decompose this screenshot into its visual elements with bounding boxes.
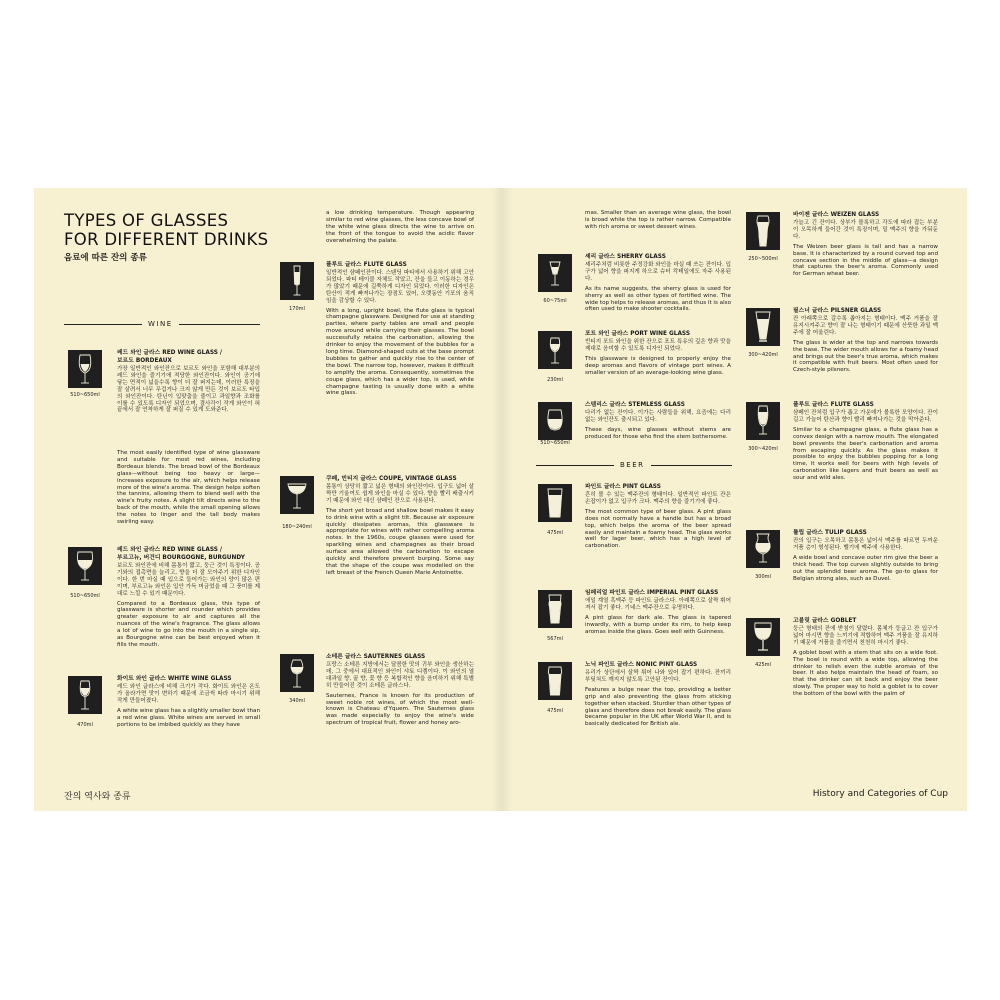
column-1-bordeaux-en: The most easily identified type of wine glassware and suitable for most red wines, including Bordeaux blends. The broad bowl of the Bordeaux glass—without being too heavy or large—increases exposure to the air, which helps release more of the wine's aroma. The design helps soften the tannins, allowing them to blend well with the wine's fruity notes. A slight tilt directs wine to the back of the mouth, while the small opening allows the notes to linger and the tall body makes swirling easy. <box>117 450 260 526</box>
volume-label: 340ml <box>289 698 305 704</box>
wine-glass-icon <box>68 350 102 388</box>
column-4-flute: 플루트 글라스 FLUTE GLASS 샴페인 잔처럼 입구가 좁고 가운데가 볼록한 모양이다. 잔이 길고 가늘어 탄산과 향이 빨리 빠져나가는 것을 막아준다. Similar to a champagne glass, a flute glass has a convex design with a narrow mouth. The elongated bowl prevents the beer's carbonation and aroma from escaping quickly. As the glass makes it possible to enjoy the bubbles popping for a long time, it works well for beers with high levels of carbonation like lagers and fruit beers as well as sour and wild ales. <box>793 402 938 482</box>
volume-label: 250~500ml <box>748 256 778 262</box>
column-3-imperial: 임페리얼 파인트 글라스 IMPERIAL PINT GLASS 에일 계열 흑맥주 등 파인트 글라스다. 아래쪽으로 살짝 휘어져서 잡기 좋다. 기네스 맥주잔으로 유명하다. A pint glass for dark ale. The glass is tapered inwardly, with a bump under its rim, to help keep aromas inside the glass. Goes well with Guinness. <box>585 590 731 635</box>
column-3-port: 포트 와인 글라스 PORT WINE GLASS 빈티지 포트 와인을 위한 잔으로 포트 특유의 깊은 향과 맛을 제대로 음미할 수 있도록 디자인 되었다. This glassware is designed to properly enjoy the deep aromas and flavors of vintage port wines. A smaller version of an average-looking wine glass. <box>585 331 731 376</box>
column-2-cont: a low drinking temperature. Though appearing similar to red wine glasses, the less concave bowl of the white wine glass directs the wine to arrive on the front of the tongue to avoid the acidic flavor overwhelming the palate. <box>326 210 474 244</box>
page-subtitle: 음료에 따른 잔의 종류 <box>64 253 147 263</box>
column-2-coupe: 쿠페, 빈티지 글라스 COUPE, VINTAGE GLASS 몸통이 상당히 짧고 넓은 형태의 와인잔이다. 입구도 넓어 살짝만 기울여도 쉽게 와인을 마실 수 있다. 향을 빨리 배출시키기 때문에 와인 대신 샴페인 잔으로 사용된다. The short yet broad and shallow bowl makes it easy to drink wine with a slight tilt. Because air exposure quickly dissipates aromas, this glassware is appropriate for wines with rather compelling aroma notes. In the 1960s, coupe glasses were used for sparkling wines and champagnes as their broad surface area allowed the carbonation to escape quickly and therefore prevent burping. Some say that the shape of the coupe was modelled on the left breast of the French Queen Marie Antoinette. <box>326 476 474 576</box>
pilsner-glass-icon <box>746 308 780 346</box>
coupe-glass-icon <box>280 476 314 514</box>
volume-label: 300ml <box>755 574 771 580</box>
column-2-flute: 플루트 글라스 FLUTE GLASS 일반적인 샴페인잔이다. 스탠딩 파티에서 사용하기 위해 고안되었다. 파티 테이블 자체도 작았고, 잔을 들고 이동하는 경우가 많았기 때문에 길쭉하게 디자인 되었다. 이러한 디자인은 탄산이 적게 빠져나가는 장점도 있어, 오랫동안 기포의 움직임을 감상할 수 있다. With a long, upright bowl, the flute glass is typical champagne glassware. Designed for use at standing parties, where party tables are small and people move around while carrying their glasses. The bowl successfully retains the carbonation, allowing the drinker to enjoy the movement of the bubbles for a long time. Diamond-shaped cuts at the base prompt bubbles to gather and quickly rise to the center of the bowl. The narrow top, however, makes it difficult to amplify the aroma. Consequently, sometimes the coupe glass, which has a wider top, is used, while champagne tasting is usually done with a white wine glass. <box>326 262 474 397</box>
column-4-goblet: 고블릿 글라스 GOBLET 둥근 형태의 잔에 받침이 달렸다. 몸체가 둥글고 잔 입구가 넓어 마시면 향을 느끼기에 적합하여 맥주 거품을 잘 유지하기 때문에 거품을 즐기면서 천천히 마시기 좋다. A goblet bowl with a stem that sits on a wide foot. The bowl is round with a wide top, allowing the drinker to relish even the subtle aromas of the beer. It also helps maintain the head of foam, so that the drinker can sit back and enjoy the beer slowly. The proper way to hold a goblet is to cover the bottom of the bowl with the palm of <box>793 618 938 698</box>
column-1-white: 화이트 와인 글라스 WHITE WINE GLASS 레드 와인 글라스에 비해 크기가 작다. 화이트 와인은 온도가 올라가면 맛이 변하기 때문에 조금씩 따라 마시기 위해 작게 만들어졌다. A white wine glass has a slightly smaller bowl than a red wine glass. White wines are served in small portions to be imbibed quickly as they have <box>117 676 260 728</box>
stemless-glass-icon <box>538 402 572 440</box>
volume-label: 567ml <box>547 636 563 642</box>
column-3-stemless: 스템리스 글라스 STEMLESS GLASS 다리가 없는 잔이다. 이가는 사람들을 위해, 요즘에는 다리 없는 와인잔도 출시되고 있다. These days, wine glasses without stems are produced for those who find the stem bothersome. <box>585 402 731 440</box>
volume-label: 510~650ml <box>540 440 570 446</box>
column-1-burgundy: 레드 와인 글라스 RED WINE GLASS / 부르고뉴, 버건디 BOURGOGNE, BURGUNDY 보르도 와인잔에 비해 몸통이 짧고, 둥근 것이 특징이다. 공기와의 접촉면을 늘리고, 향을 더 잘 모아주기 위한 디자인이다. 한 번 마실 때 입으로 들어가는 와인의 양이 많은 편이며, 부르고뉴 와인은 입안 가득 머금었을 때 그 풍미를 제대로 느낄 수 있기 때문이다. Compared to a Bordeaux glass, this type of glassware is shorter and rounder which provides greater exposure to air and captures all the nuances of the wine's fragrance. The glass allows a lot of wine to go into the mouth in a single sip, as Bourgogne wine can be best enjoyed when it fills the mouth. <box>117 547 260 648</box>
nonic-pint-glass-icon <box>538 662 572 700</box>
sherry-glass-icon <box>538 254 572 292</box>
tulip-glass-icon <box>746 530 780 568</box>
beer-flute-glass-icon <box>746 402 780 440</box>
volume-label: 170ml <box>289 306 305 312</box>
volume-label: 510~650ml <box>70 593 100 599</box>
book-gutter <box>491 188 513 811</box>
flute-glass-icon <box>280 262 314 300</box>
column-3-cont: mas. Smaller than an average wine glass, the bowl is broad while the top is rather narrow. Compatible with rich aroma or sweet dessert wines. <box>585 210 731 230</box>
volume-label: 510~650ml <box>70 392 100 398</box>
column-4-tulip: 튤립 글라스 TULIP GLASS 잔의 입구는 오목하고 몸통은 넓어서 맥주를 따르면 두꺼운 거품 층이 형성된다. 벨기에 맥주에 사용한다. A wide bowl and concave outer rim give the beer a thick head. The top curves slightly outside to bring out the splendid beer aroma. The go-to glass for Belgian strong ales, such as Duvel. <box>793 530 938 582</box>
volume-label: 425ml <box>755 662 771 668</box>
column-2-sauternes: 소테른 글라스 SAUTERNES GLASS 프랑스 소테른 지방에서는 달콤한 맛의 귀부 와인을 생산하는데, 그 중에서 대표적인 와인이 샤토 디켐이다. 이 와인의 열대과일 향, 꿀 향, 꽃 향 등 복합적인 향을 음미하기 위해 특별히 만들어진 것이 소테른 글라스다. Sauternes, France is known for its production of sweet noble rot wines, of which the most well-known is Chateau d'Yquem. The Sauternes glass was made especially to enjoy the wine's wide spectrum of tropical fruit, flower and honey aro- <box>326 654 474 727</box>
weizen-glass-icon <box>746 212 780 250</box>
title-line-1: TYPES OF GLASSES <box>64 211 229 230</box>
column-3-sherry: 셰리 글라스 SHERRY GLASS 셰리주처럼 비롯한 주정강화 와인을 마실 때 쓰는 잔이다. 입구가 넓어 향을 퍼지게 하으로 슈터 칵테일에도 자주 사용된다. As its name suggests, the sherry glass is used for sherry as well as other types of fortified wine. The wide top helps to release aromas, and thus it is also often used to make shooter cocktails. <box>585 254 731 313</box>
column-1-bordeaux: 레드 와인 글라스 RED WINE GLASS / 보르도 BORDEAUX 가장 일반적인 와인잔으로 보르도 와인을 포함해 대부분의 레드 와인을 즐기기에 적당한 와인잔이다. 와인이 공기에 닿는 면적이 넓을수록 향이 더 잘 퍼지는데, 이러한 특징을 잘 살려서 너무 무겁거나 크지 않게 만든 것이 보르도 타입의 와인잔이다. 탄닌이 입맞춤을 줄이고 과일향과 조화를 이룰 수 있도록 디자인 되었으며, 결사각이 작게 와인이 혀끝에서 잘 연착하게 잘 퍼질 수 있게 도와준다. <box>117 350 260 414</box>
section-beer <box>536 461 732 469</box>
volume-label: 470ml <box>77 722 93 728</box>
footer-left: 잔의 역사와 종류 <box>64 792 131 802</box>
column-4-weizen: 바이젠 글라스 WEIZEN GLASS 가늘고 긴 잔이다. 상부가 볼록하고 각도에 따라 잡는 부분이 오목하게 들어간 것이 특징이며, 밀 맥주의 향을 가둬둔다. The Weizen beer glass is tall and has a narrow base. It is characterized by a round curved top and concave section in the middle of glass—a design that captures the beer's aroma. Commonly used for German wheat beer. <box>793 212 938 278</box>
section-beer-label: BEER <box>620 461 645 469</box>
goblet-glass-icon <box>746 618 780 656</box>
imperial-pint-glass-icon <box>538 590 572 628</box>
title-line-2: FOR DIFFERENT DRINKS <box>64 230 269 249</box>
sauternes-glass-icon <box>280 654 314 692</box>
wine-glass-icon <box>68 547 102 585</box>
page-title <box>64 211 268 249</box>
column-4-pilsner: 필스너 글라스 PILSNER GLASS 잔 아래쪽으로 갈수록 좁아지는 형태이다. 맥주 거품을 잘 유지시켜주고 향이 잘 나는 형태이기 때문에 산뜻한 과일 맥주에 잘 어울린다. The glass is wider at the top and narrows towards the base. The wider mouth allows for a foamy head and brings out the beer's true aroma, which makes it compatible with fruit beers. Most often used for Czech-style pilsners. <box>793 308 938 374</box>
section-wine <box>64 320 260 328</box>
wine-glass-icon <box>68 676 102 714</box>
volume-label: 475ml <box>547 708 563 714</box>
column-3-pint: 파인트 글라스 PINT GLASS 흔히 볼 수 있는 맥주잔의 형태이다. 일반적인 파인트 잔은 손잡이가 없고 입구가 크다. 맥주의 향을 즐기기에 좋다. The most common type of beer glass. A pint glass does not normally have a handle but has a broad top, which helps the aroma of the beer spread easily and maintain a foamy head. The glass works well for lager beer, which has a high level of carbonation. <box>585 484 731 550</box>
section-wine-label: WINE <box>148 320 173 328</box>
column-3-nonic: 노닉 파인트 글라스 NONIC PINT GLASS 유리가 상단에서 살짝 튀어 나와 있어 잡기 편하다. 잔끼리 부딪쳐도 깨지지 않도록 고안된 잔이다. Features a bulge near the top, providing a better grip and also preventing the glass from sticking together when stacked. Sturdier than other types of glass and therefore does not break easily. The glass became popular in the UK after World War II, and is basically dedicated for British ale. <box>585 662 731 728</box>
volume-label: 230ml <box>547 377 563 383</box>
port-glass-icon <box>538 331 572 369</box>
pint-glass-icon <box>538 484 572 522</box>
volume-label: 475ml <box>547 530 563 536</box>
volume-label: 300~420ml <box>748 352 778 358</box>
volume-label: 180~240ml <box>282 524 312 530</box>
footer-right: History and Categories of Cup <box>812 789 948 799</box>
volume-label: 60~75ml <box>543 298 567 304</box>
volume-label: 300~420ml <box>748 446 778 452</box>
